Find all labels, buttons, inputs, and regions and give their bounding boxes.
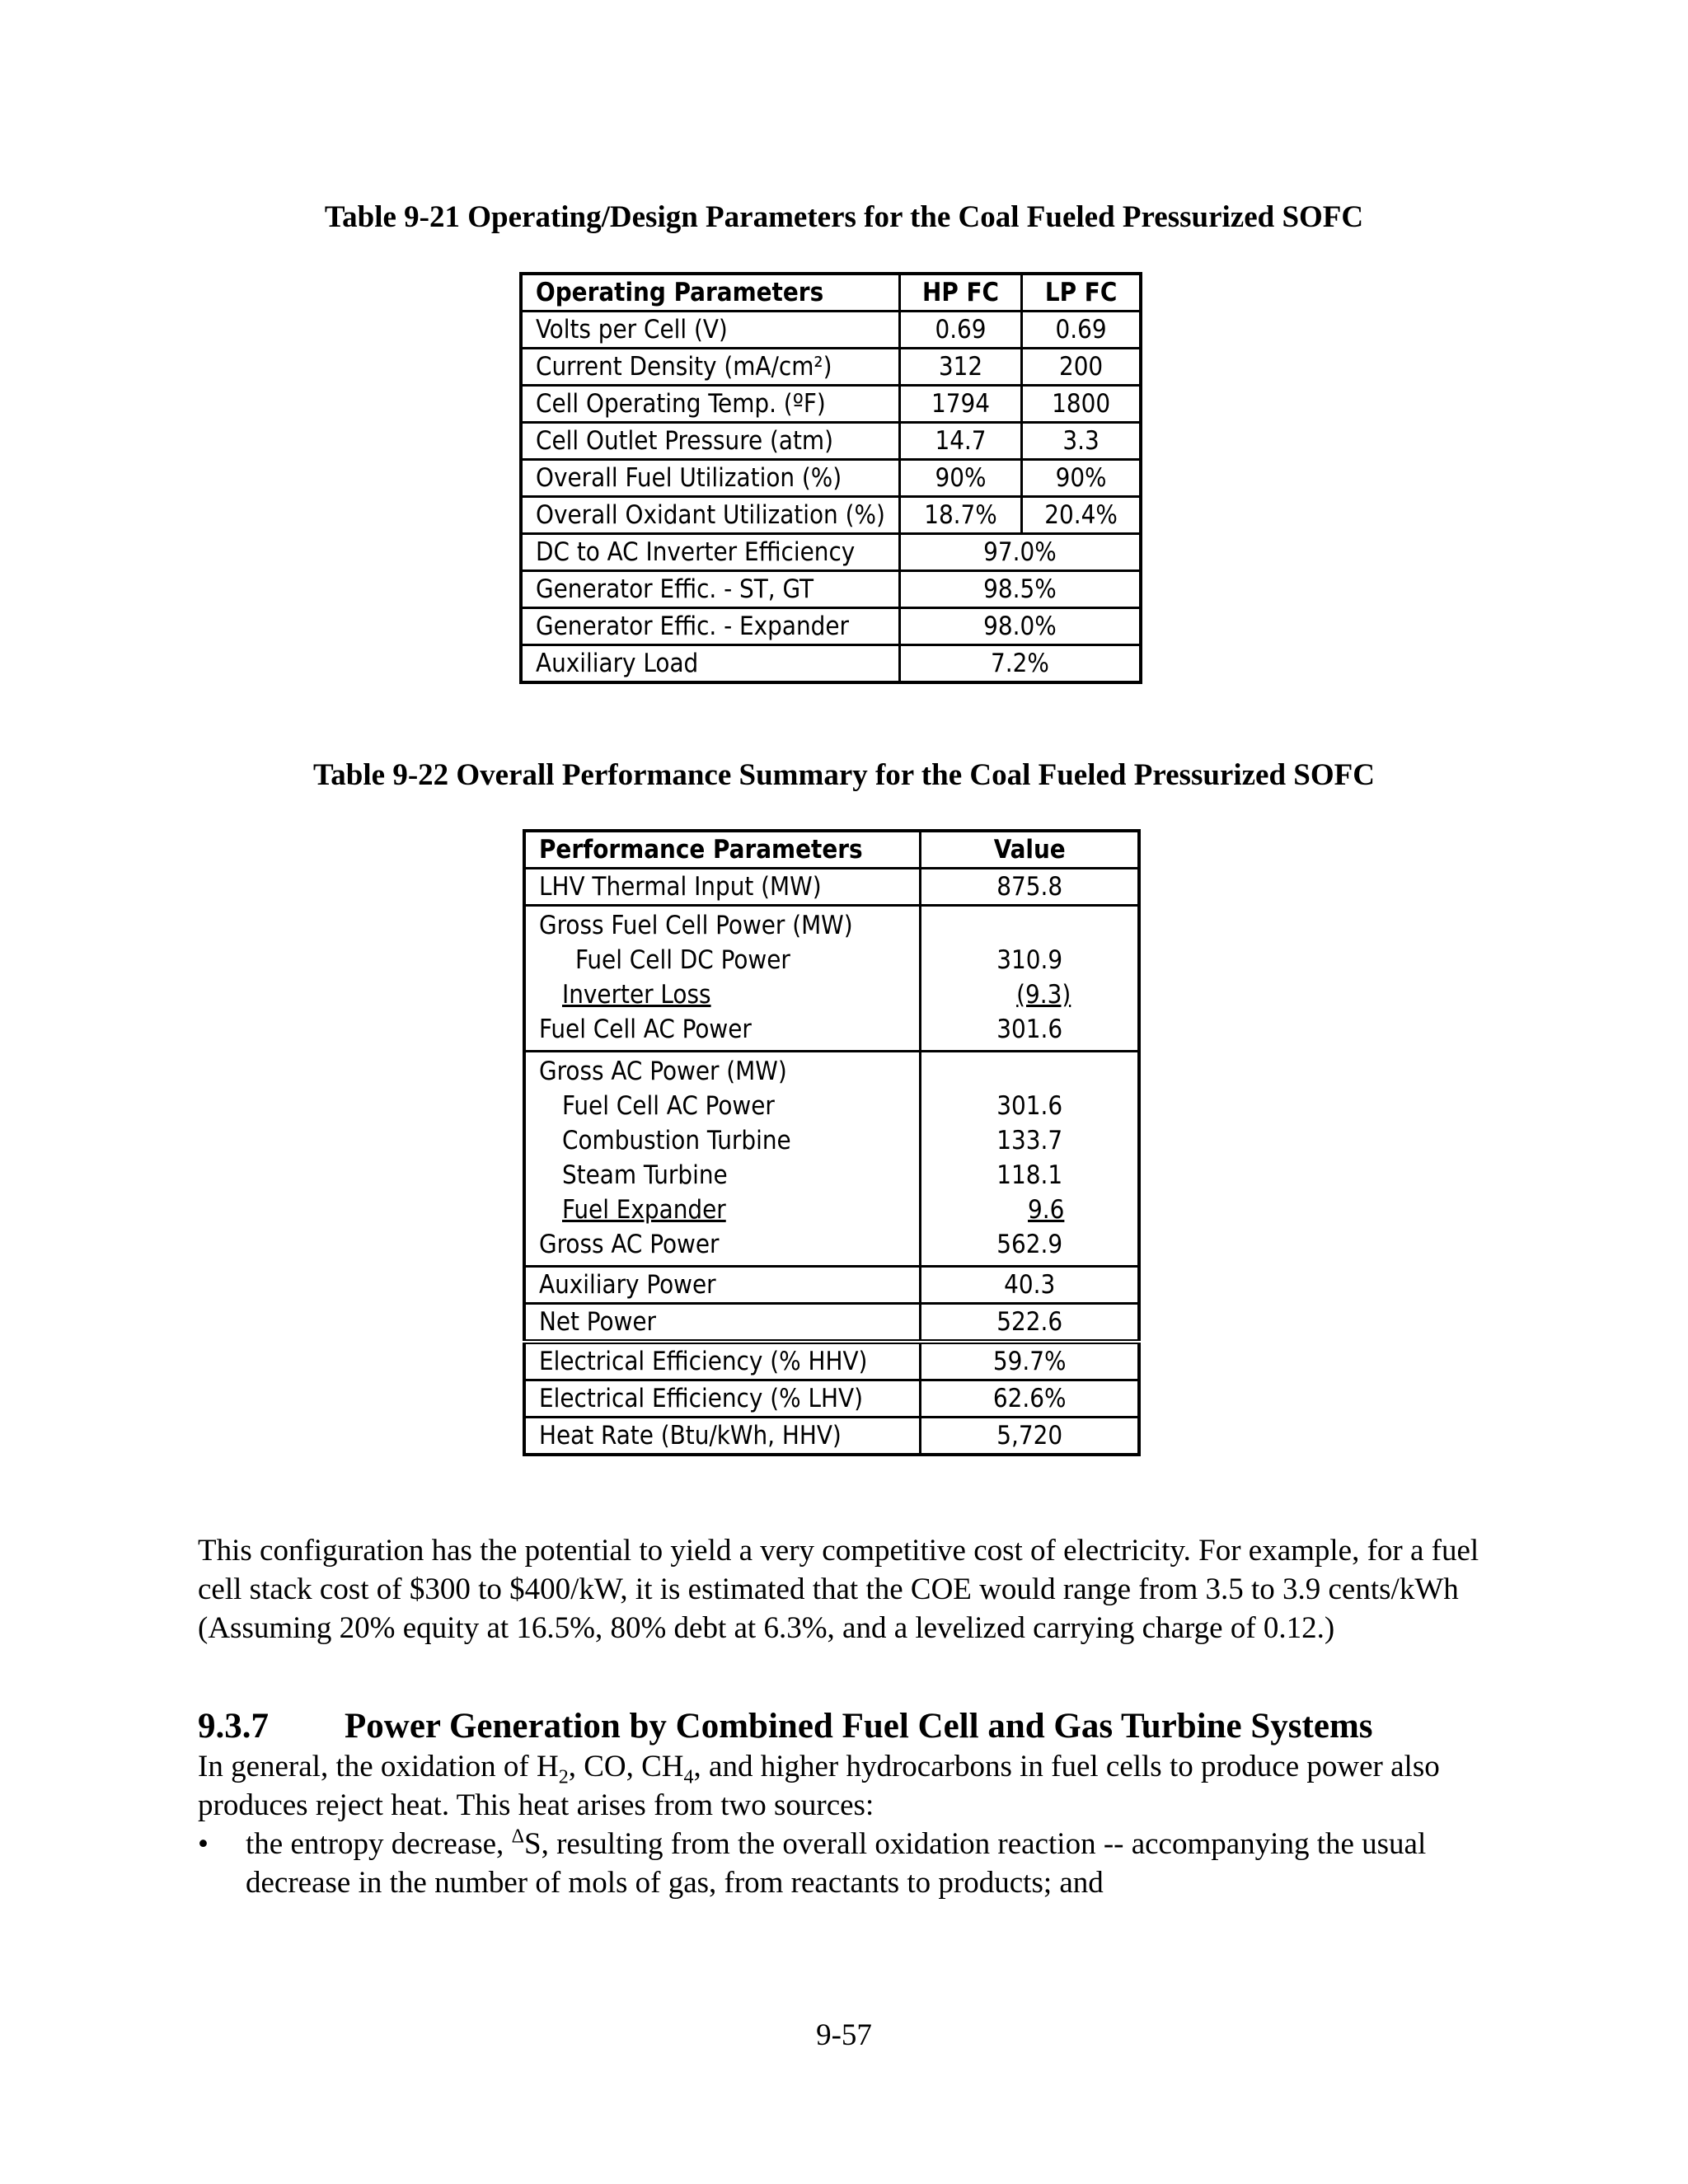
subscript: 2	[558, 1766, 569, 1788]
inverter-loss-value	[988, 980, 1071, 1010]
list-item	[198, 1825, 1500, 1902]
row-label: Overall Oxidant Utilization (%)	[521, 497, 899, 534]
hp-value: 18.7%	[899, 497, 1021, 534]
text-part: , CO, CH	[568, 1750, 684, 1783]
table-row	[521, 497, 1141, 534]
table-row	[524, 1380, 1139, 1418]
lp-value: 200	[1022, 349, 1141, 386]
item-label: Fuel Cell AC Power	[562, 1091, 775, 1121]
item-label-wrap	[539, 1193, 906, 1227]
text-part: the entropy decrease,	[246, 1827, 512, 1861]
intro-paragraph	[198, 1747, 1500, 1825]
table-row	[521, 312, 1141, 349]
item-value: 118.1	[996, 1160, 1063, 1190]
header-lp-fc: LP FC	[1022, 274, 1141, 312]
bullet-text	[246, 1825, 1500, 1902]
item-value: 9.6	[1028, 1195, 1065, 1225]
row-value: 40.3	[921, 1267, 1139, 1304]
table-header-row	[521, 274, 1141, 312]
merged-value: 98.0%	[899, 608, 1141, 645]
table-row	[524, 1418, 1139, 1455]
row-label: Volts per Cell (V)	[521, 312, 899, 349]
table-9-21	[519, 272, 1142, 684]
total-value: 562.9	[996, 1230, 1063, 1259]
section-number: 9.3.7	[198, 1707, 269, 1746]
group-title: Gross AC Power (MW)	[539, 1057, 787, 1086]
merged-value: 7.2%	[991, 648, 1049, 678]
table-row-group	[524, 906, 1139, 1052]
paragraph-text: This configuration has the potential to yield a very competitive cost of electricity. For example, for a fuel cell stack cost of $300 to $400/kW, it is estimated that the COE would range from 3.5 to 3.9 cents/kWh (Assuming 20% equity at 16.5%, 80% debt at 6.3%, and a levelized carrying charge of 0.12.)	[198, 1534, 1479, 1645]
text-part: , and higher hydrocarbons in fuel cells to produce power also produces reject heat. This heat arises from two sources:	[198, 1750, 1440, 1822]
section-title: Power Generation by Combined Fuel Cell and Gas Turbine Systems	[345, 1707, 1373, 1746]
page-number: 9-57	[816, 2018, 872, 2052]
item-label: Steam Turbine	[562, 1160, 728, 1190]
table-row	[521, 423, 1141, 460]
lp-value: 3.3	[1022, 423, 1141, 460]
row-value: 62.6%	[921, 1380, 1139, 1418]
lp-value: 0.69	[1022, 312, 1141, 349]
table-row	[521, 460, 1141, 497]
merged-value: 97.0%	[899, 534, 1141, 571]
hp-value: 312	[899, 349, 1021, 386]
item-label: Fuel Expander	[562, 1195, 726, 1225]
table-row	[521, 349, 1141, 386]
subscript: 4	[683, 1766, 694, 1788]
table-9-21-caption: Table 9-21 Operating/Design Parameters for the Coal Fueled Pressurized SOFC	[324, 200, 1364, 234]
table-row	[524, 1267, 1139, 1304]
row-label: Auxiliary Power	[524, 1267, 921, 1304]
hp-value: 0.69	[899, 312, 1021, 349]
total-label: Gross AC Power	[539, 1230, 720, 1259]
hp-value: 90%	[899, 460, 1021, 497]
table-row	[524, 869, 1139, 906]
merged-value: 98.5%	[899, 571, 1141, 608]
table-9-22	[523, 829, 1141, 1456]
table-row	[521, 645, 1141, 683]
item-value: 301.6	[996, 1091, 1063, 1121]
delta-symbol: Δ	[511, 1825, 524, 1848]
row-label: Generator Effic. - Expander	[521, 608, 899, 645]
row-label: Cell Outlet Pressure (atm)	[521, 423, 899, 460]
row-label: Generator Effic. - ST, GT	[521, 571, 899, 608]
header-value: Value	[921, 831, 1139, 869]
text-part: In general, the oxidation of H	[198, 1750, 559, 1783]
row-label: Current Density (mA/cm²)	[521, 349, 899, 386]
table-header-row	[524, 831, 1139, 869]
group-title: Gross Fuel Cell Power (MW)	[539, 911, 853, 940]
item-value-underline	[995, 1195, 1064, 1225]
inverter-loss-value-text: (9.3)	[1016, 980, 1071, 1010]
loss-value-wrap	[935, 977, 1124, 1012]
header-parameters: Performance Parameters	[524, 831, 921, 869]
row-label: Heat Rate (Btu/kWh, HHV)	[524, 1418, 921, 1455]
lp-value: 1800	[1022, 386, 1141, 423]
row-label: DC to AC Inverter Efficiency	[521, 534, 899, 571]
cost-paragraph	[198, 1531, 1500, 1647]
table-row	[521, 386, 1141, 423]
section-heading	[198, 1706, 1373, 1746]
row-value: 522.6	[921, 1304, 1139, 1343]
hp-value: 14.7	[899, 423, 1021, 460]
loss-row-label	[539, 977, 906, 1012]
lp-value: 20.4%	[1022, 497, 1141, 534]
table-row	[521, 571, 1141, 608]
header-hp-fc: HP FC	[899, 274, 1021, 312]
fc-dc-label: Fuel Cell DC Power	[575, 945, 790, 975]
row-label: LHV Thermal Input (MW)	[524, 869, 921, 906]
intro-text	[198, 1747, 1500, 1825]
header-parameters: Operating Parameters	[521, 274, 899, 312]
lp-value: 90%	[1022, 460, 1141, 497]
table-row	[521, 608, 1141, 645]
text-part: S, resulting from the overall oxidation reaction -- accompanying the usual decrease in the number of mols of gas, from reactants to products; and	[246, 1827, 1427, 1900]
row-label: Cell Operating Temp. (ºF)	[521, 386, 899, 423]
row-label: Electrical Efficiency (% LHV)	[524, 1380, 921, 1418]
row-value: 5,720	[996, 1420, 1063, 1451]
item-label: Combustion Turbine	[562, 1126, 791, 1155]
item-value: 133.7	[996, 1126, 1063, 1155]
table-row	[521, 534, 1141, 571]
table-row	[524, 1304, 1139, 1343]
row-label: Electrical Efficiency (% HHV)	[524, 1342, 921, 1380]
fc-ac-label: Fuel Cell AC Power	[539, 1015, 752, 1044]
hp-value: 1794	[899, 386, 1021, 423]
row-value: 59.7%	[921, 1342, 1139, 1380]
fc-ac-value: 301.6	[996, 1015, 1063, 1044]
row-label: Auxiliary Load	[521, 645, 899, 683]
table-row	[524, 1342, 1139, 1380]
fc-dc-value: 310.9	[996, 945, 1063, 975]
row-label: Overall Fuel Utilization (%)	[521, 460, 899, 497]
table-row-group	[524, 1052, 1139, 1267]
row-value: 875.8	[921, 869, 1139, 906]
bullet-icon: •	[198, 1827, 209, 1861]
inverter-loss-label: Inverter Loss	[562, 980, 711, 1010]
row-label: Net Power	[524, 1304, 921, 1343]
table-9-22-caption: Table 9-22 Overall Performance Summary for the Coal Fueled Pressurized SOFC	[313, 758, 1375, 792]
item-value-wrap	[935, 1193, 1124, 1227]
